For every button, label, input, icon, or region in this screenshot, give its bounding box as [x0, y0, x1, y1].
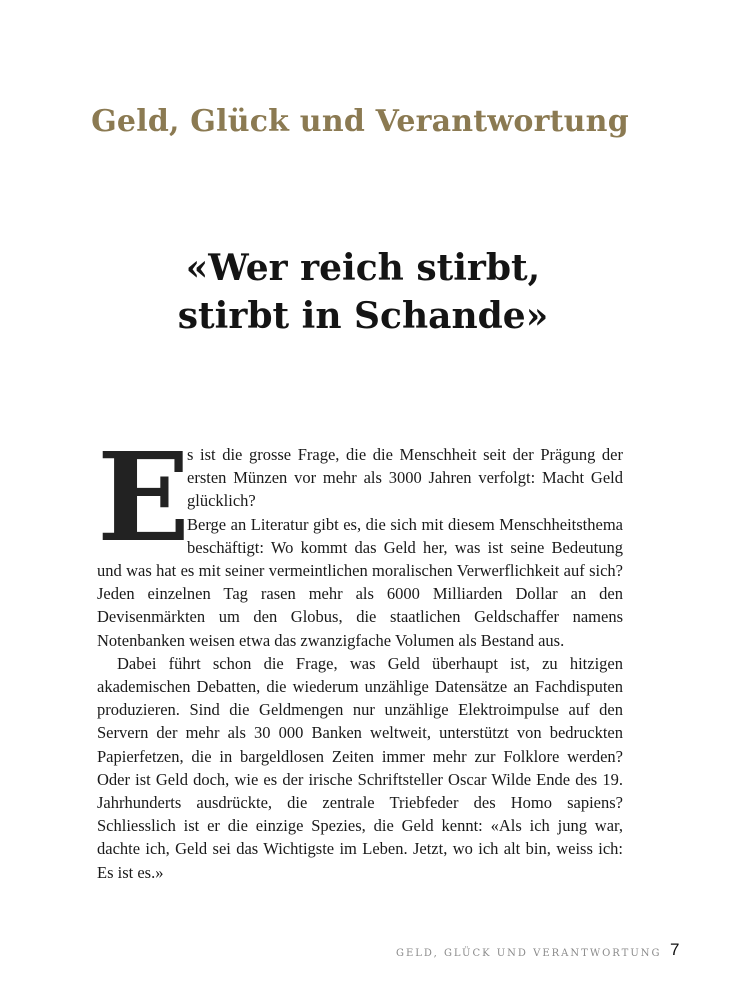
chapter-title-line-2: stirbt in Schande» [177, 295, 549, 337]
paragraph-3: Dabei führt schon die Frage, was Geld überhaupt ist, zu hitzigen akademischen Debatten, die wiederum unzählige Datensätze an Fachdisputen produzieren. Sind die Geldmengen nur unzählige Elektroimpulse auf den Servern der mehr als 30 000 Banken weltweit, unterstützt von bedruckten Papierfetzen, die in bargeldlosen Zeiten immer mehr zur Folklore werden? Oder ist Geld doch, wie es der irische Schriftsteller Oscar Wilde Ende des 19. Jahrhunderts ausdrückte, die zentrale Triebfeder des Homo sapiens? Schliesslich ist er die einzige Spezies, die Geld kennt: «Als ich jung war, dachte ich, Geld sei das Wichtigste im Leben. Jetzt, wo ich alt bin, weiss ich: Es ist es.» [97, 653, 623, 882]
chapter-title-line-1: «Wer reich stirbt, [185, 247, 541, 289]
chapter-title [0, 244, 726, 340]
page-number: 7 [670, 940, 680, 959]
paragraph-2: Berge an Literatur gibt es, die sich mit diesem Menschheitsthema beschäftigt: Wo kommt das Geld her, was ist seine Bedeutung und was hat es mit seiner vermeintlichen moralischen Verwerflichkeit auf sich? Jeden einzelnen Tag rasen mehr als 6000 Milliarden Dollar an den Devisenmärkten um den Globus, die staatlichen Geldschaffer namens Notenbanken weisen etwa das zwanzigfache Volumen als Bestand aus. [97, 514, 623, 650]
drop-cap: E [97, 425, 190, 569]
paragraph-1-text: s ist die grosse Frage, die die Menschheit seit der Prägung der ersten Münzen vor mehr als 3000 Jahren verfolgt: Macht Geld glücklich? [187, 445, 623, 511]
section-title: Geld, Glück und Verantwortung [91, 104, 629, 139]
paragraph-1 [97, 425, 623, 569]
running-footer-title: GELD, GLÜCK UND VERANTWORTUNG [396, 948, 662, 959]
body-text [97, 425, 623, 884]
